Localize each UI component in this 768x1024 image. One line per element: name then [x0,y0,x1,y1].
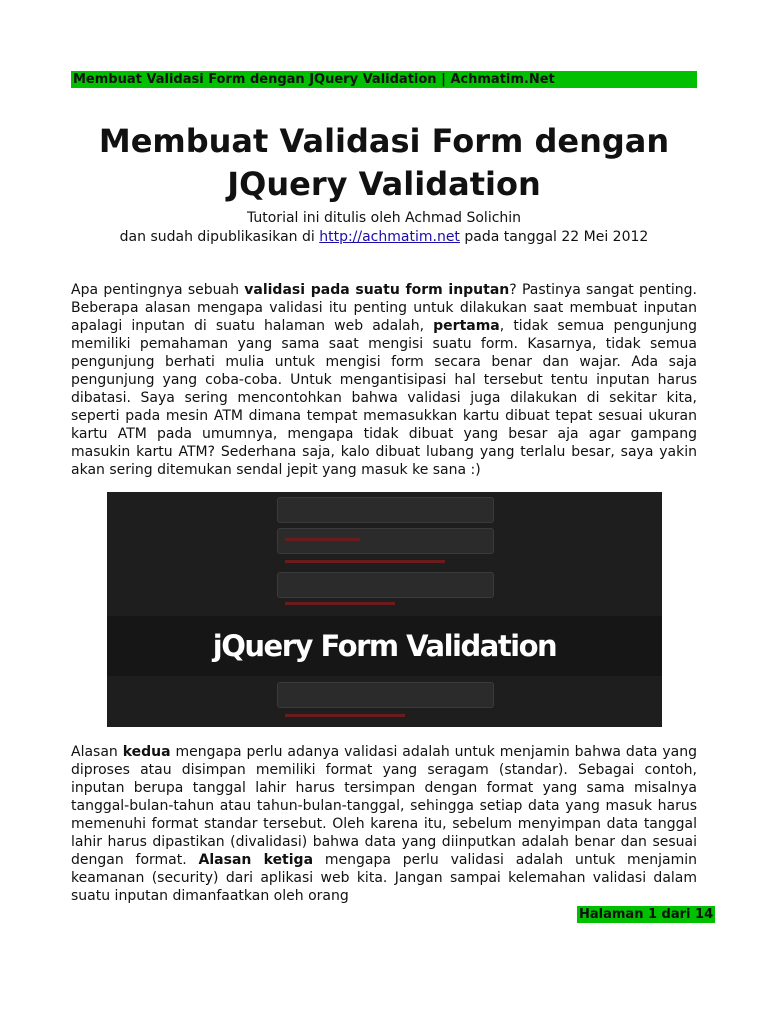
header-text: Membuat Validasi Form dengan JQuery Validation | Achmatim.Net [73,72,555,87]
emphasis-text: Alasan ketiga [198,852,314,868]
title-line-2: JQuery Validation [227,165,541,203]
mock-input-field [277,497,494,523]
paragraph-text: Alasan [71,744,123,760]
second-paragraph [71,743,697,905]
emphasis-text: validasi pada suatu form inputan [244,282,510,298]
mock-input-field [277,682,494,708]
hero-image [107,492,662,727]
mock-error-text [285,714,405,717]
title-line-1: Membuat Validasi Form dengan [98,122,670,160]
mock-input-field [277,572,494,598]
paragraph-text: ? Pastinya sangat penting. Beberapa alasan mengapa validasi itu penting untuk dilakukan saat membuat inputan apalagi inputan di suatu halaman web adalah, [71,282,698,334]
mock-error-text [285,602,395,605]
byline [71,209,697,247]
byline-author: Tutorial ini ditulis oleh Achmad Solichin [246,210,522,226]
mock-input-field [277,528,494,554]
site-link[interactable]: http://achmatim.net [319,229,460,245]
byline-prefix: dan sudah dipublikasikan di [119,229,320,245]
page-title [71,120,697,206]
byline-suffix: pada tanggal 22 Mei 2012 [459,229,649,245]
mock-error-text [285,538,360,541]
page-number-badge: Halaman 1 dari 14 [579,907,714,922]
paragraph-text: mengapa perlu adanya validasi adalah untuk menjamin bahwa data yang diproses atau disimpan memiliki format yang seragam (standar). Sebagai contoh, inputan berupa tanggal lahir harus tersimpan dengan format yang sama misalnya tanggal-bulan-tahun atau tahun-bulan-tanggal, sehingga setiap data yang masuk harus memenuhi format standar tersebut. Oleh karena itu, sebelum menyimpan data tanggal lahir harus dipastikan (divalidasi) bahwa data yang diinputkan adalah benar dan sesuai dengan format. [71,744,697,868]
emphasis-text: pertama [433,318,500,334]
document-header-bar [71,71,697,88]
paragraph-text: mengapa perlu validasi adalah untuk menjamin keamanan (security) dari aplikasi web kita. Jangan sampai kelemahan validasi dalam suatu inputan dimanfaatkan oleh orang [71,852,697,904]
emphasis-text: kedua [122,744,171,760]
hero-caption: jQuery Form Validation [212,629,557,663]
paragraph-text: Apa pentingnya sebuah [71,282,245,298]
intro-paragraph [71,281,697,479]
paragraph-text: , tidak semua pengunjung memiliki pemahaman yang sama saat mengisi suatu form. Kasarnya, tidak semua pengunjung berhati mulia untuk mengisi form secara benar dan wajar. Ada saja pengunjung yang coba-coba. Untuk mengantisipasi hal tersebut tentu inputan harus dibatasi. Saya sering mencontohkan bahwa validasi juga dilakukan di sekitar kita, seperti pada mesin ATM dimana tempat memasukkan kartu dibuat tepat sesuai ukuran kartu ATM pada umumnya, mengapa tidak dibuat yang besar aja agar gampang masukin kartu ATM? Sederhana saja, kalo dibuat lubang yang terlalu besar, saya yakin akan sering ditemukan sendal jepit yang masuk ke sana :) [71,318,697,478]
mock-error-text [285,560,445,563]
